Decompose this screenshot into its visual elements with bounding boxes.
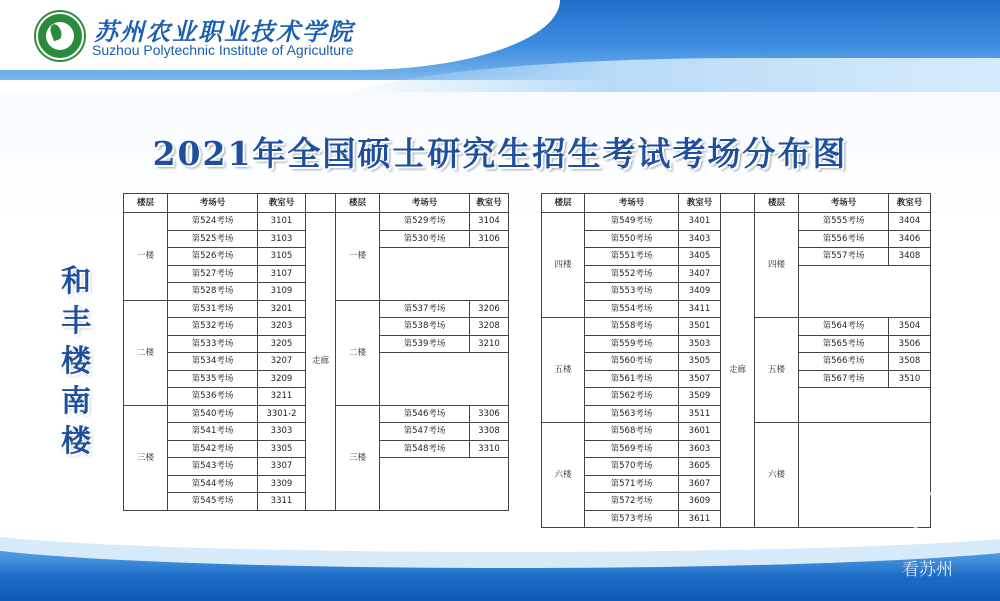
classroom-cell: 3511 <box>679 405 721 423</box>
room-cell: 第571考场 <box>585 475 679 493</box>
room-cell: 第530考场 <box>380 230 470 248</box>
classroom-cell: 3411 <box>679 300 721 318</box>
classroom-cell: 3307 <box>258 458 306 476</box>
classroom-cell: 3507 <box>679 370 721 388</box>
room-cell: 第561考场 <box>585 370 679 388</box>
room-cell: 第545考场 <box>168 493 258 511</box>
floor-cell: 一楼 <box>124 213 168 301</box>
classroom-cell: 3103 <box>258 230 306 248</box>
table-header-row <box>542 194 931 213</box>
classroom-cell: 3210 <box>470 335 509 353</box>
floor-cell: 五楼 <box>542 318 585 423</box>
room-column-header: 考场号 <box>380 194 470 213</box>
classroom-cell: 3504 <box>889 318 931 336</box>
classroom-cell: 3211 <box>258 388 306 406</box>
classroom-cell: 3309 <box>258 475 306 493</box>
classroom-cell: 3106 <box>470 230 509 248</box>
classroom-column-header: 教室号 <box>470 194 509 213</box>
room-cell: 第562考场 <box>585 388 679 406</box>
classroom-cell: 3208 <box>470 318 509 336</box>
room-cell: 第535考场 <box>168 370 258 388</box>
room-cell: 第572考场 <box>585 493 679 511</box>
classroom-cell: 3408 <box>889 248 931 266</box>
room-cell: 第525考场 <box>168 230 258 248</box>
building-label <box>58 262 94 462</box>
empty-cell <box>380 458 509 511</box>
room-cell: 第573考场 <box>585 510 679 528</box>
floor-plan-table-right <box>541 193 931 528</box>
room-cell: 第568考场 <box>585 423 679 441</box>
table-row <box>124 213 509 231</box>
room-cell: 第570考场 <box>585 458 679 476</box>
classroom-cell: 3209 <box>258 370 306 388</box>
page-title: 2021年全国硕士研究生招生考试考场分布图 <box>152 134 848 173</box>
classroom-cell: 3305 <box>258 440 306 458</box>
classroom-cell: 3505 <box>679 353 721 371</box>
classroom-cell: 3603 <box>679 440 721 458</box>
school-name-cn: 苏州农业职业技术学院 <box>94 17 354 46</box>
room-cell: 第555考场 <box>799 213 889 231</box>
room-cell: 第541考场 <box>168 423 258 441</box>
classroom-cell: 3510 <box>889 370 931 388</box>
classroom-cell: 3609 <box>679 493 721 511</box>
room-cell: 第542考场 <box>168 440 258 458</box>
room-column-header: 考场号 <box>168 194 258 213</box>
classroom-cell: 3509 <box>679 388 721 406</box>
classroom-column-header: 教室号 <box>679 194 721 213</box>
classroom-cell: 3506 <box>889 335 931 353</box>
classroom-cell: 3303 <box>258 423 306 441</box>
classroom-cell: 3403 <box>679 230 721 248</box>
room-cell: 第544考场 <box>168 475 258 493</box>
room-column-header: 考场号 <box>585 194 679 213</box>
floor-cell: 一楼 <box>336 213 380 301</box>
floor-cell: 二楼 <box>336 300 380 405</box>
floor-column-header: 楼层 <box>124 194 168 213</box>
room-cell: 第569考场 <box>585 440 679 458</box>
classroom-cell: 3503 <box>679 335 721 353</box>
room-cell: 第527考场 <box>168 265 258 283</box>
floor-plan-table-left <box>123 193 509 511</box>
room-cell: 第536考场 <box>168 388 258 406</box>
floor-cell: 六楼 <box>542 423 585 528</box>
floor-cell: 四楼 <box>755 213 799 318</box>
classroom-cell: 3306 <box>470 405 509 423</box>
room-cell: 第558考场 <box>585 318 679 336</box>
classroom-cell: 3107 <box>258 265 306 283</box>
classroom-cell: 3101 <box>258 213 306 231</box>
watermark-circle-icon <box>910 492 956 538</box>
classroom-cell: 3201 <box>258 300 306 318</box>
room-cell: 第540考场 <box>168 405 258 423</box>
room-cell: 第526考场 <box>168 248 258 266</box>
empty-cell <box>799 388 931 423</box>
building-label-char: 楼 <box>61 344 91 379</box>
classroom-cell: 3311 <box>258 493 306 511</box>
table-header-row <box>124 194 509 213</box>
room-cell: 第550考场 <box>585 230 679 248</box>
classroom-cell: 3105 <box>258 248 306 266</box>
floor-cell: 四楼 <box>542 213 585 318</box>
room-cell: 第539考场 <box>380 335 470 353</box>
floor-cell: 三楼 <box>336 405 380 510</box>
classroom-cell: 3207 <box>258 353 306 371</box>
classroom-cell: 3406 <box>889 230 931 248</box>
classroom-cell: 3206 <box>470 300 509 318</box>
room-cell: 第552考场 <box>585 265 679 283</box>
building-label-char: 丰 <box>61 304 91 339</box>
classroom-cell: 3501 <box>679 318 721 336</box>
classroom-cell: 3611 <box>679 510 721 528</box>
room-cell: 第534考场 <box>168 353 258 371</box>
room-column-header: 考场号 <box>799 194 889 213</box>
corridor-header-cell <box>306 194 336 213</box>
room-cell: 第560考场 <box>585 353 679 371</box>
room-cell: 第533考场 <box>168 335 258 353</box>
classroom-cell: 3607 <box>679 475 721 493</box>
corridor-cell: 走廊 <box>306 213 336 511</box>
table-row <box>542 213 931 231</box>
classroom-cell: 3407 <box>679 265 721 283</box>
classroom-cell: 3203 <box>258 318 306 336</box>
room-cell: 第566考场 <box>799 353 889 371</box>
floor-column-header: 楼层 <box>755 194 799 213</box>
classroom-cell: 3310 <box>470 440 509 458</box>
room-cell: 第531考场 <box>168 300 258 318</box>
school-logo-icon <box>36 12 84 60</box>
room-cell: 第563考场 <box>585 405 679 423</box>
classroom-column-header: 教室号 <box>889 194 931 213</box>
room-cell: 第532考场 <box>168 318 258 336</box>
floor-column-header: 楼层 <box>542 194 585 213</box>
classroom-cell: 3308 <box>470 423 509 441</box>
building-label-char: 南 <box>61 384 91 419</box>
room-cell: 第551考场 <box>585 248 679 266</box>
classroom-cell: 3404 <box>889 213 931 231</box>
classroom-cell: 3409 <box>679 283 721 301</box>
classroom-cell: 3301-2 <box>258 405 306 423</box>
room-cell: 第564考场 <box>799 318 889 336</box>
room-cell: 第529考场 <box>380 213 470 231</box>
classroom-column-header: 教室号 <box>258 194 306 213</box>
classroom-cell: 3205 <box>258 335 306 353</box>
room-cell: 第556考场 <box>799 230 889 248</box>
empty-cell <box>380 353 509 406</box>
corridor-cell: 走廊 <box>721 213 755 528</box>
floor-cell: 五楼 <box>755 318 799 423</box>
room-cell: 第547考场 <box>380 423 470 441</box>
room-cell: 第567考场 <box>799 370 889 388</box>
classroom-cell: 3508 <box>889 353 931 371</box>
room-cell: 第524考场 <box>168 213 258 231</box>
empty-cell <box>380 248 509 301</box>
building-label-char: 和 <box>61 264 91 299</box>
classroom-cell: 3104 <box>470 213 509 231</box>
room-cell: 第553考场 <box>585 283 679 301</box>
room-cell: 第554考场 <box>585 300 679 318</box>
room-cell: 第528考场 <box>168 283 258 301</box>
room-cell: 第559考场 <box>585 335 679 353</box>
room-cell: 第538考场 <box>380 318 470 336</box>
classroom-cell: 3405 <box>679 248 721 266</box>
classroom-cell: 3401 <box>679 213 721 231</box>
room-cell: 第548考场 <box>380 440 470 458</box>
room-cell: 第543考场 <box>168 458 258 476</box>
empty-cell <box>799 265 931 318</box>
school-name-en: Suzhou Polytechnic Institute of Agriculture <box>92 42 354 58</box>
room-cell: 第546考场 <box>380 405 470 423</box>
room-cell: 第565考场 <box>799 335 889 353</box>
floor-cell: 三楼 <box>124 405 168 510</box>
classroom-cell: 3605 <box>679 458 721 476</box>
room-cell: 第549考场 <box>585 213 679 231</box>
corridor-header-cell <box>721 194 755 213</box>
floor-cell: 六楼 <box>755 423 799 528</box>
classroom-cell: 3109 <box>258 283 306 301</box>
building-label-char: 楼 <box>61 424 91 459</box>
floor-cell: 二楼 <box>124 300 168 405</box>
classroom-cell: 3601 <box>679 423 721 441</box>
room-cell: 第537考场 <box>380 300 470 318</box>
floor-column-header: 楼层 <box>336 194 380 213</box>
room-cell: 第557考场 <box>799 248 889 266</box>
watermark: 看苏州 <box>902 560 953 580</box>
